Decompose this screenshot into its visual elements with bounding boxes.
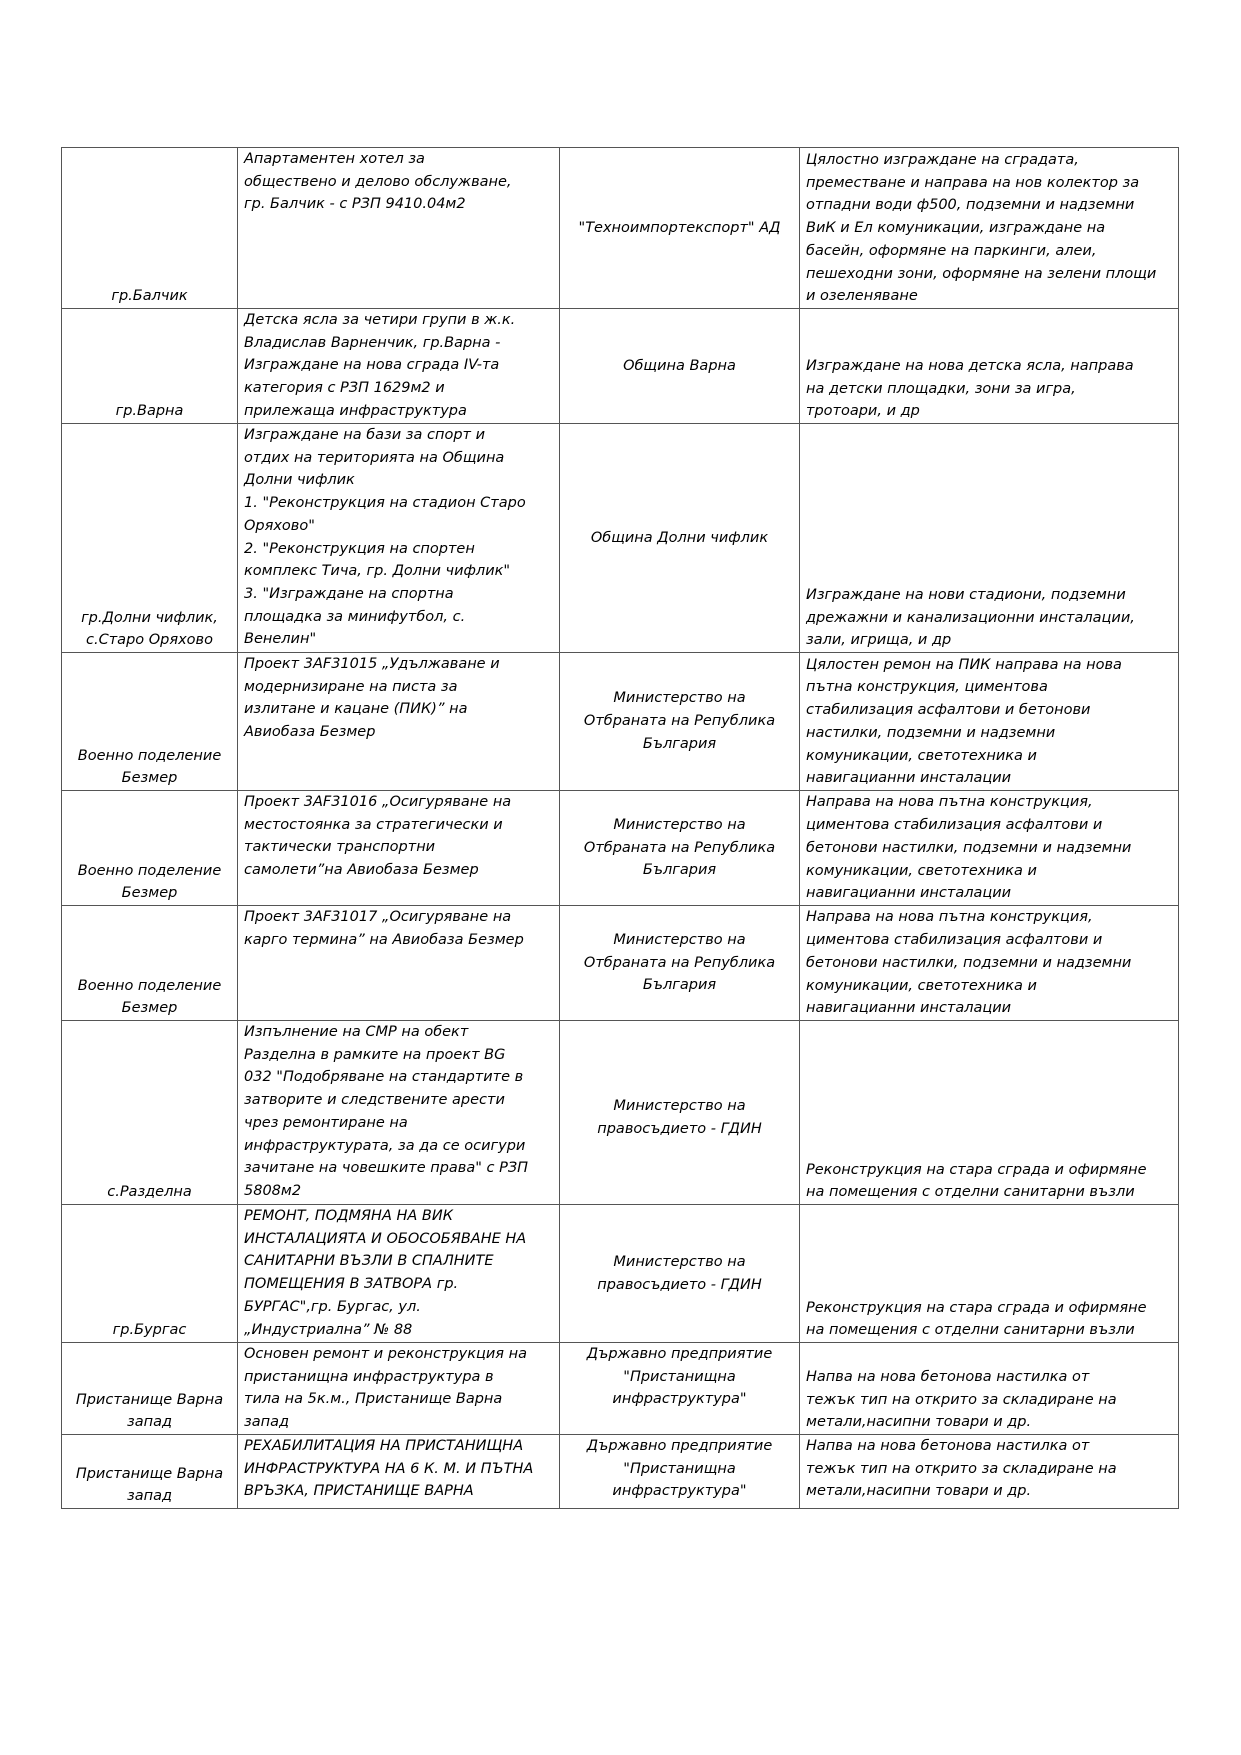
location-cell: Пристанище Варна запад [62,1435,238,1509]
works-cell: Изграждане на нова детска ясла, направа на детски площадки, зони за игра, тротоари, и др [800,309,1179,424]
project-cell: Детска ясла за четири групи в ж.к. Владислав Варненчик, гр.Варна - Изграждане на нова сграда IV-та категория с РЗП 1629м2 и прилежаща инфраструктура [238,309,560,424]
table-row [62,653,1179,791]
table-row [62,148,1179,309]
table-row [62,1435,1179,1509]
project-cell: Изграждане на бази за спорт и отдих на територията на Община Долни чифлик 1. "Реконструкция на стадион Старо Оряхово" 2. "Реконструкция на спортен комплекс Тича, гр. Долни чифлик" 3. "Изграждане на спортна площадка за минифутбол, с. Венелин" [238,424,560,653]
client-cell: Министерство на Отбраната на Република България [560,791,800,906]
location-cell: Пристанище Варна запад [62,1343,238,1435]
client-cell: Община Долни чифлик [560,424,800,653]
table-row [62,906,1179,1021]
works-cell: Реконструкция на стара сграда и офирмяне на помещения с отделни санитарни възли [800,1021,1179,1205]
project-cell: Проект 3AF31017 „Осигуряване на карго термина” на Авиобаза Безмер [238,906,560,1021]
projects-table [61,147,1179,1509]
works-cell: Направа на нова пътна конструкция, циментова стабилизация асфалтови и бетонови настилки, подземни и надземни комуникации, светотехника и навигацианни инсталации [800,791,1179,906]
works-cell: Цялостен ремон на ПИК направа на нова пътна конструкция, циментова стабилизация асфалтови и бетонови настилки, подземни и надземни комуникации, светотехника и навигацианни инсталации [800,653,1179,791]
works-cell: Изграждане на нови стадиони, подземни дрежажни и канализационни инсталации, зали, игрища, и др [800,424,1179,653]
works-cell: Реконструкция на стара сграда и офирмяне на помещения с отделни санитарни възли [800,1205,1179,1343]
works-cell: Цялостно изграждане на сградата, преместване и направа на нов колектор за отпадни води ф500, подземни и надземни ВиК и Ел комуникации, изграждане на басейн, оформяне на паркинги, алеи, пешеходни зони, оформяне на зелени площи и озеленяване [800,148,1179,309]
table-row [62,1343,1179,1435]
project-cell: Проект 3AF31016 „Осигуряване на местостоянка за стратегически и тактически транспортни самолети”на Авиобаза Безмер [238,791,560,906]
client-cell: Министерство на Отбраната на Република България [560,653,800,791]
project-cell: РЕХАБИЛИТАЦИЯ НА ПРИСТАНИЩНА ИНФРАСТРУКТУРА НА 6 К. М. И ПЪТНА ВРЪЗКА, ПРИСТАНИЩЕ ВАРНА [238,1435,560,1509]
location-cell: гр.Балчик [62,148,238,309]
client-cell: Държавно предприятие "Пристанищна инфраструктура" [560,1343,800,1435]
location-cell: гр.Варна [62,309,238,424]
project-cell: Проект 3AF31015 „Удължаване и модернизиране на писта за излитане и кацане (ПИК)” на Авиобаза Безмер [238,653,560,791]
location-cell: Военно поделение Безмер [62,653,238,791]
client-cell: Министерство на правосъдието - ГДИН [560,1021,800,1205]
location-cell: гр.Бургас [62,1205,238,1343]
works-cell: Напва на нова бетонова настилка от тежък тип на открито за складиране на метали,насипни товари и др. [800,1435,1179,1509]
project-cell: Изпълнение на СМР на обект Разделна в рамките на проект BG 032 "Подобряване на стандартите в затворите и следствените арести чрез ремонтиране на инфраструктурата, за да се осигури зачитане на човешките права" с РЗП 5808м2 [238,1021,560,1205]
works-cell: Напва на нова бетонова настилка от тежък тип на открито за складиране на метали,насипни товари и др. [800,1343,1179,1435]
project-cell: Апартаментен хотел за обществено и делово обслужване, гр. Балчик - с РЗП 9410.04м2 [238,148,560,309]
client-cell: Министерство на Отбраната на Република България [560,906,800,1021]
table-row [62,1205,1179,1343]
location-cell: с.Разделна [62,1021,238,1205]
works-cell: Направа на нова пътна конструкция, циментова стабилизация асфалтови и бетонови настилки, подземни и надземни комуникации, светотехника и навигацианни инсталации [800,906,1179,1021]
location-cell: Военно поделение Безмер [62,791,238,906]
table-row [62,1021,1179,1205]
location-cell: гр.Долни чифлик, с.Старо Оряхово [62,424,238,653]
client-cell: Министерство на правосъдието - ГДИН [560,1205,800,1343]
project-cell: РЕМОНТ, ПОДМЯНА НА ВИК ИНСТАЛАЦИЯТА И ОБОСОБЯВАНЕ НА САНИТАРНИ ВЪЗЛИ В СПАЛНИТЕ ПОМЕЩЕНИЯ В ЗАТВОРА гр. БУРГАС",гр. Бургас, ул. „Индустриална” № 88 [238,1205,560,1343]
table-row [62,791,1179,906]
project-cell: Основен ремонт и реконструкция на пристанищна инфраструктура в тила на 5к.м., Пристанище Варна запад [238,1343,560,1435]
table-row [62,309,1179,424]
table-row [62,424,1179,653]
location-cell: Военно поделение Безмер [62,906,238,1021]
client-cell: "Техноимпортекспорт" АД [560,148,800,309]
client-cell: Община Варна [560,309,800,424]
client-cell: Държавно предприятие "Пристанищна инфраструктура" [560,1435,800,1509]
